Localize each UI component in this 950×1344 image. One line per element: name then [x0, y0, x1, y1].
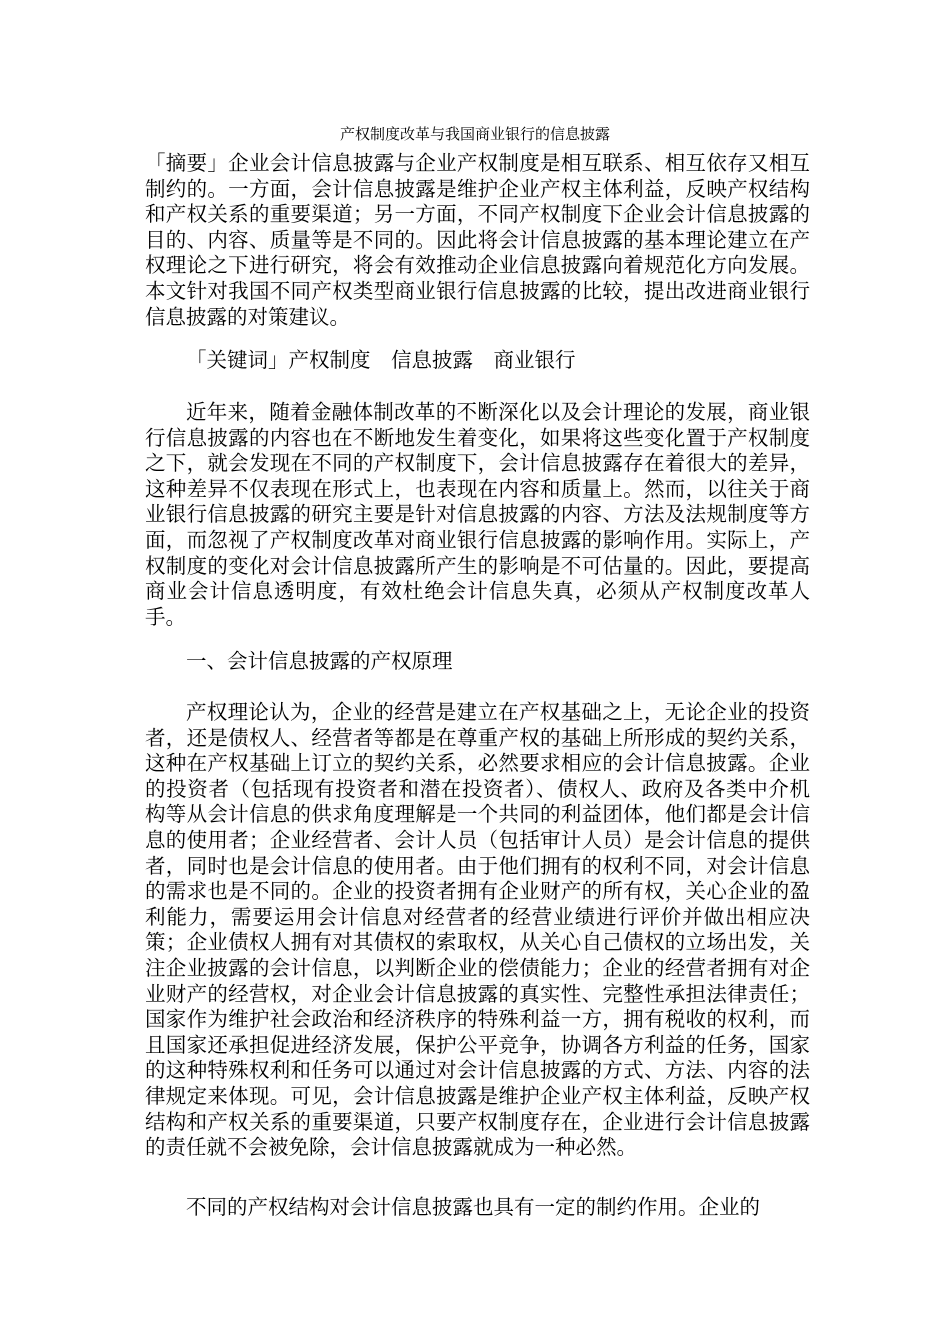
intro-paragraph: 近年来，随着金融体制改革的不断深化以及会计理论的发展，商业银行信息披露的内容也在不断地发生着变化，如果将这些变化置于产权制度之下，就会发现在不同的产权制度下，会计信息披露存在着很大的差异，这种差异不仅表现在形式上，也表现在内容和质量上。然而，以往关于商业银行信息披露的研究主要是针对信息披露的内容、方法及法规制度等方面，而忽视了产权制度改革对商业银行信息披露的影响作用。实际上，产权制度的变化对会计信息披露所产生的影响是不可估量的。因此，要提高商业会计信息透明度，有效杜绝会计信息失真，必须从产权制度改革人手。 — [145, 400, 810, 629]
section-heading: 一、会计信息披露的产权原理 — [186, 649, 453, 673]
keywords-line: 「关键词」产权制度 信息披露 商业银行 — [186, 348, 576, 372]
body-paragraph: 产权理论认为，企业的经营是建立在产权基础之上，无论企业的投资者，还是债权人、经营者等都是在尊重产权的基础上所形成的契约关系，这种在产权基础上订立的契约关系，必然要求相应的会计信息披露。企业的投资者（包括现有投资者和潜在投资者）、债权人、政府及各类中介机构等从会计信息的供求角度理解是一个共同的利益团体，他们都是会计信息的使用者；企业经营者、会计人员（包括审计人员）是会计信息的提供者，同时也是会计信息的使用者。由于他们拥有的权利不同，对会计信息的需求也是不同的。企业的投资者拥有企业财产的所有权，关心企业的盈利能力，需要运用会计信息对经营者的经营业绩进行评价并做出相应决策；企业债权人拥有对其债权的索取权，从关心自己债权的立场出发，关注企业披露的会计信息，以判断企业的偿债能力；企业的经营者拥有对企业财产的经营权，对企业会计信息披露的真实性、完整性承担法律责任；国家作为维护社会政治和经济秩序的特殊利益一方，拥有税收的权利，而且国家还承担促进经济发展，保护公平竞争，协调各方利益的任务，国家的这种特殊权利和任务可以通过对会计信息披露的方式、方法、内容的法律规定来体现。可见，会计信息披露是维护企业产权主体利益，反映产权结构和产权关系的重要渠道，只要产权制度存在，企业进行会计信息披露的责任就不会被免除，会计信息披露就成为一种必然。 — [145, 700, 810, 1160]
document-title: 产权制度改革与我国商业银行的信息披露 — [339, 125, 610, 143]
body-paragraph: 不同的产权结构对会计信息披露也具有一定的制约作用。企业的 — [186, 1195, 760, 1219]
abstract-paragraph: 「摘要」企业会计信息披露与企业产权制度是相互联系、相互依存又相互制约的。一方面，会计信息披露是维护企业产权主体利益，反映产权结构和产权关系的重要渠道；另一方面，不同产权制度下企业会计信息披露的目的、内容、质量等是不同的。因此将会计信息披露的基本理论建立在产权理论之下进行研究，将会有效推动企业信息披露向着规范化方向发展。本文针对我国不同产权类型商业银行信息披露的比较，提出改进商业银行信息披露的对策建议。 — [145, 151, 810, 329]
